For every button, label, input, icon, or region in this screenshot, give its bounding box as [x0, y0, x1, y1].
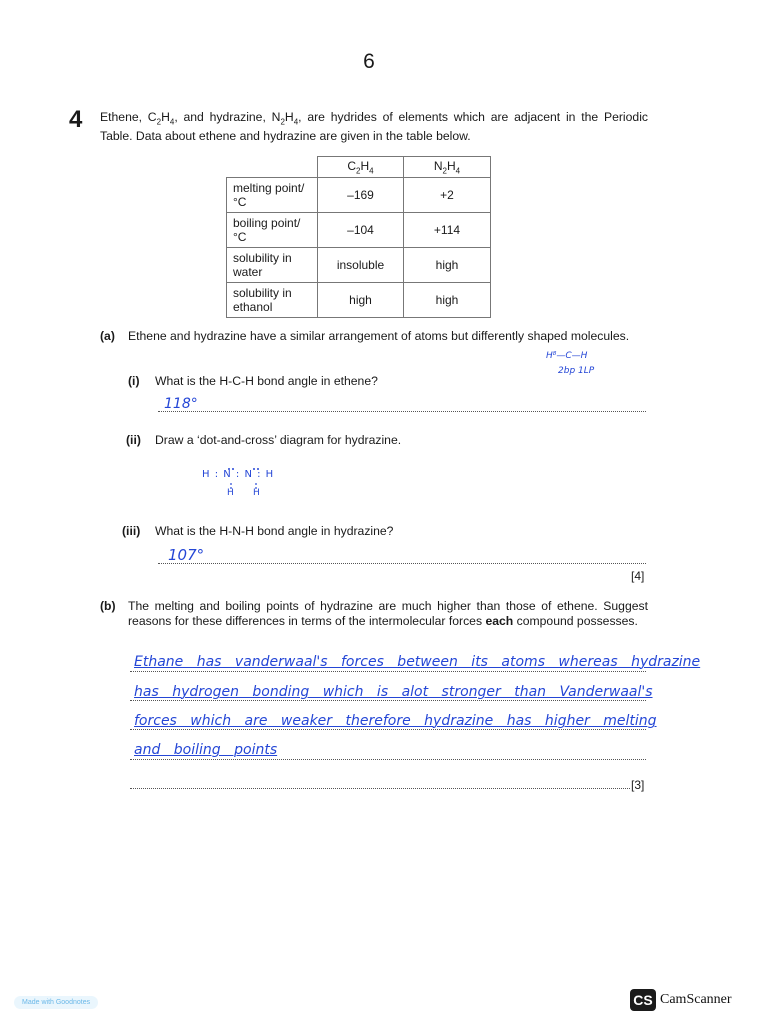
part-a-ii-question: Draw a ‘dot-and-cross’ diagram for hydrazine. [155, 433, 402, 447]
part-a-marks: [4] [631, 569, 645, 583]
properties-table [226, 156, 491, 318]
table-header-row [227, 157, 491, 178]
part-a-i-tag: (i) [128, 374, 140, 388]
col-header-ethene: $C_2H_4$ [318, 157, 404, 178]
dot-and-cross-diagram [202, 464, 292, 504]
handwritten-answer-line-4: and boiling points [134, 742, 278, 758]
part-b-marks: [3] [631, 778, 645, 792]
answer-line [130, 788, 630, 789]
cell-ethene: high [318, 283, 404, 318]
row-label: boiling point/°C [227, 213, 318, 248]
part-a-text: Ethene and hydrazine have a similar arrangement of atoms but differently shaped molecules. [128, 329, 630, 343]
answer-line [158, 563, 646, 564]
handwritten-margin-note-structure: H⁸—C—H [546, 351, 588, 361]
cell-hydrazine: high [404, 283, 491, 318]
handwritten-answer-line-3: forces which are weaker therefore hydrazine has higher melting [134, 713, 657, 729]
row-label: melting point/°C [227, 178, 318, 213]
cell-hydrazine: +2 [404, 178, 491, 213]
table-row [227, 178, 491, 213]
table-row [227, 213, 491, 248]
part-b-tag: (b) [100, 599, 116, 613]
handwritten-answer-line-1: Ethane has vanderwaal's forces between its atoms whereas hydrazine [134, 654, 701, 670]
part-b-text: The melting and boiling points of hydrazine are much higher than those of ethene. Suggest reasons for these differences in terms of the intermolecular forces each compound possesses. [128, 599, 648, 628]
camscanner-watermark [630, 989, 732, 1011]
table-row [227, 248, 491, 283]
camscanner-label: CamScanner [660, 992, 732, 1007]
answer-line [130, 729, 646, 730]
answer-line [158, 411, 646, 412]
part-a-tag: (a) [100, 329, 115, 343]
cell-ethene: insoluble [318, 248, 404, 283]
row-label: solubility in water [227, 248, 318, 283]
part-a-iii-tag: (iii) [122, 524, 141, 538]
table-corner [227, 157, 318, 178]
part-a-iii-question: What is the H-N-H bond angle in hydrazine? [155, 524, 394, 538]
camscanner-logo-icon: CS [630, 989, 656, 1011]
goodnotes-logo: Made with Goodnotes [14, 996, 98, 1009]
handwritten-answer-hch-angle: 118° [164, 396, 198, 412]
col-header-hydrazine: $N_2H_4$ [404, 157, 491, 178]
table-row [227, 283, 491, 318]
diagram-h-left: H [227, 488, 234, 498]
row-label: solubility in ethanol [227, 283, 318, 318]
cell-hydrazine: +114 [404, 213, 491, 248]
answer-line [130, 671, 646, 672]
cell-hydrazine: high [404, 248, 491, 283]
handwritten-margin-note-pairs: 2bp 1LP [558, 366, 595, 376]
handwritten-answer-line-2: has hydrogen bonding which is alot stronger than Vanderwaal's [134, 684, 653, 700]
part-a-ii-tag: (ii) [126, 433, 141, 447]
answer-line [130, 759, 646, 760]
diagram-h-right: H [253, 488, 260, 498]
handwritten-answer-hnh-angle: 107° [168, 546, 205, 564]
cell-ethene: –169 [318, 178, 404, 213]
diagram-bonds-row: H : N : N : H [202, 469, 275, 480]
answer-line [130, 700, 646, 701]
part-a-i-question: What is the H-C-H bond angle in ethene? [155, 374, 378, 388]
question-number: 4 [69, 106, 83, 133]
page-number: 6 [363, 50, 375, 73]
question-intro: Ethene, $C_2H_4$, and hydrazine, $N_2H_4$, are hydrides of elements which are adjacent in the Periodic Table. Data about ethene and hydrazine are given in the table below. [100, 110, 648, 144]
cell-ethene: –104 [318, 213, 404, 248]
